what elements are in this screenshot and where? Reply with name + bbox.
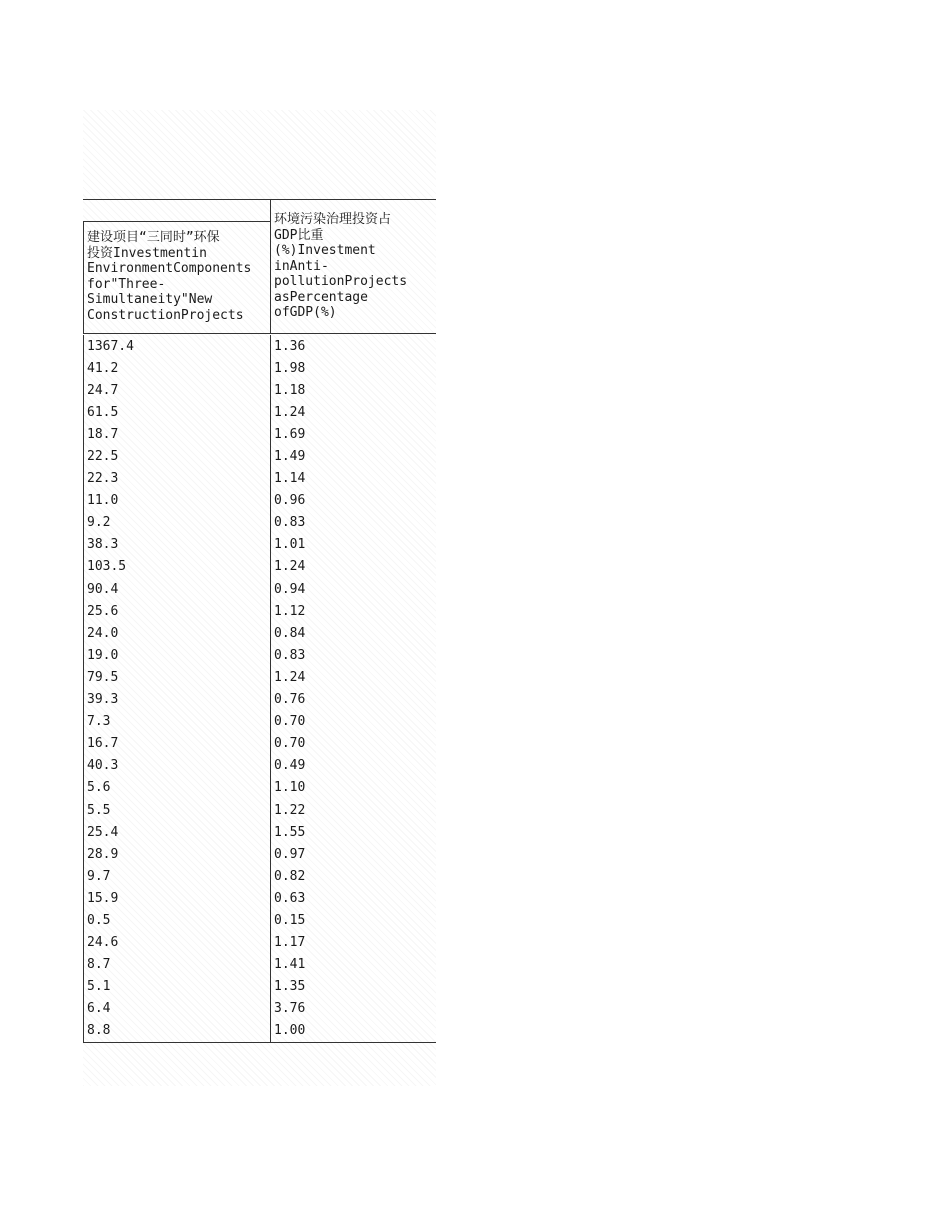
table-row — [83, 468, 436, 490]
cell-gdp-share: 0.83 — [274, 647, 306, 663]
cell-gdp-share: 0.82 — [274, 868, 306, 884]
table-row — [83, 821, 436, 843]
cell-gdp-share: 0.84 — [274, 625, 306, 641]
table-row — [83, 909, 436, 931]
cell-three-simultaneity-investment: 8.7 — [87, 957, 111, 973]
cell-three-simultaneity-investment: 24.7 — [87, 382, 119, 398]
cell-three-simultaneity-investment: 5.1 — [87, 979, 111, 995]
table-row — [83, 777, 436, 799]
table-row — [83, 865, 436, 887]
cell-gdp-share: 1.10 — [274, 780, 306, 796]
cell-three-simultaneity-investment: 8.8 — [87, 1023, 111, 1039]
cell-gdp-share: 0.94 — [274, 581, 306, 597]
cell-gdp-share: 0.96 — [274, 493, 306, 509]
table-row — [83, 445, 436, 467]
table-row — [83, 799, 436, 821]
table-row — [83, 335, 436, 357]
table-row — [83, 401, 436, 423]
cell-gdp-share: 0.49 — [274, 758, 306, 774]
cell-gdp-share: 1.14 — [274, 471, 306, 487]
cell-three-simultaneity-investment: 90.4 — [87, 581, 119, 597]
table-row — [83, 689, 436, 711]
header-three-simultaneity-investment: 建设项目“三同时”环保 投资Investmentin EnvironmentComponents for"Three- Simultaneity"New ConstructionProjects — [87, 230, 252, 323]
cell-three-simultaneity-investment: 25.4 — [87, 824, 119, 840]
table-row — [83, 556, 436, 578]
table-row — [83, 887, 436, 909]
table-row — [83, 644, 436, 666]
cell-three-simultaneity-investment: 103.5 — [87, 559, 127, 575]
table-row — [83, 733, 436, 755]
cell-gdp-share: 1.24 — [274, 404, 306, 420]
table-left-border — [83, 221, 84, 333]
cell-gdp-share: 0.15 — [274, 912, 306, 928]
cell-three-simultaneity-investment: 40.3 — [87, 758, 119, 774]
cell-three-simultaneity-investment: 1367.4 — [87, 338, 134, 354]
cell-gdp-share: 1.41 — [274, 957, 306, 973]
cell-gdp-share: 1.98 — [274, 360, 306, 376]
cell-three-simultaneity-investment: 24.6 — [87, 935, 119, 951]
cell-three-simultaneity-investment: 22.5 — [87, 449, 119, 465]
cell-three-simultaneity-investment: 38.3 — [87, 537, 119, 553]
cell-gdp-share: 1.01 — [274, 537, 306, 553]
table-row — [83, 843, 436, 865]
cell-gdp-share: 1.00 — [274, 1023, 306, 1039]
cell-three-simultaneity-investment: 18.7 — [87, 426, 119, 442]
cell-gdp-share: 1.69 — [274, 426, 306, 442]
header-pollution-investment-gdp-share: 环境污染治理投资占 GDP比重 (%)Investment inAnti- pollutionProjects asPercentage ofGDP(%) — [274, 212, 408, 320]
cell-gdp-share: 0.70 — [274, 714, 306, 730]
cell-gdp-share: 1.22 — [274, 802, 306, 818]
cell-gdp-share: 1.12 — [274, 603, 306, 619]
table-row — [83, 932, 436, 954]
cell-three-simultaneity-investment: 25.6 — [87, 603, 119, 619]
table-row — [83, 600, 436, 622]
cell-three-simultaneity-investment: 11.0 — [87, 493, 119, 509]
table-row — [83, 755, 436, 777]
cell-three-simultaneity-investment: 15.9 — [87, 890, 119, 906]
cell-gdp-share: 1.49 — [274, 449, 306, 465]
table-row — [83, 1020, 436, 1042]
cell-three-simultaneity-investment: 79.5 — [87, 669, 119, 685]
table-row — [83, 357, 436, 379]
cell-three-simultaneity-investment: 19.0 — [87, 647, 119, 663]
table-row — [83, 954, 436, 976]
cell-three-simultaneity-investment: 9.2 — [87, 515, 111, 531]
table-row — [83, 534, 436, 556]
cell-three-simultaneity-investment: 28.9 — [87, 846, 119, 862]
cell-gdp-share: 1.17 — [274, 935, 306, 951]
cell-gdp-share: 0.83 — [274, 515, 306, 531]
table-row — [83, 578, 436, 600]
cell-gdp-share: 0.97 — [274, 846, 306, 862]
cell-gdp-share: 3.76 — [274, 1001, 306, 1017]
table-row — [83, 379, 436, 401]
cell-three-simultaneity-investment: 22.3 — [87, 471, 119, 487]
table-row — [83, 490, 436, 512]
column-divider — [270, 200, 271, 333]
table-row — [83, 711, 436, 733]
table-body — [83, 335, 436, 1042]
table-row — [83, 512, 436, 534]
cell-three-simultaneity-investment: 7.3 — [87, 714, 111, 730]
data-table — [83, 199, 436, 1043]
cell-gdp-share: 1.35 — [274, 979, 306, 995]
cell-three-simultaneity-investment: 16.7 — [87, 736, 119, 752]
cell-gdp-share: 0.76 — [274, 692, 306, 708]
cell-gdp-share: 1.36 — [274, 338, 306, 354]
cell-three-simultaneity-investment: 5.5 — [87, 802, 111, 818]
cell-gdp-share: 0.70 — [274, 736, 306, 752]
cell-three-simultaneity-investment: 61.5 — [87, 404, 119, 420]
table-header — [83, 200, 436, 334]
cell-three-simultaneity-investment: 6.4 — [87, 1001, 111, 1017]
cell-gdp-share: 1.24 — [274, 669, 306, 685]
cell-gdp-share: 0.63 — [274, 890, 306, 906]
table-row — [83, 423, 436, 445]
table-row — [83, 976, 436, 998]
cell-three-simultaneity-investment: 0.5 — [87, 912, 111, 928]
table-row — [83, 998, 436, 1020]
table-row — [83, 622, 436, 644]
cell-gdp-share: 1.18 — [274, 382, 306, 398]
cell-three-simultaneity-investment: 9.7 — [87, 868, 111, 884]
header-rule — [83, 221, 270, 222]
cell-gdp-share: 1.24 — [274, 559, 306, 575]
cell-three-simultaneity-investment: 39.3 — [87, 692, 119, 708]
cell-three-simultaneity-investment: 24.0 — [87, 625, 119, 641]
cell-three-simultaneity-investment: 41.2 — [87, 360, 119, 376]
table-row — [83, 666, 436, 688]
cell-gdp-share: 1.55 — [274, 824, 306, 840]
cell-three-simultaneity-investment: 5.6 — [87, 780, 111, 796]
